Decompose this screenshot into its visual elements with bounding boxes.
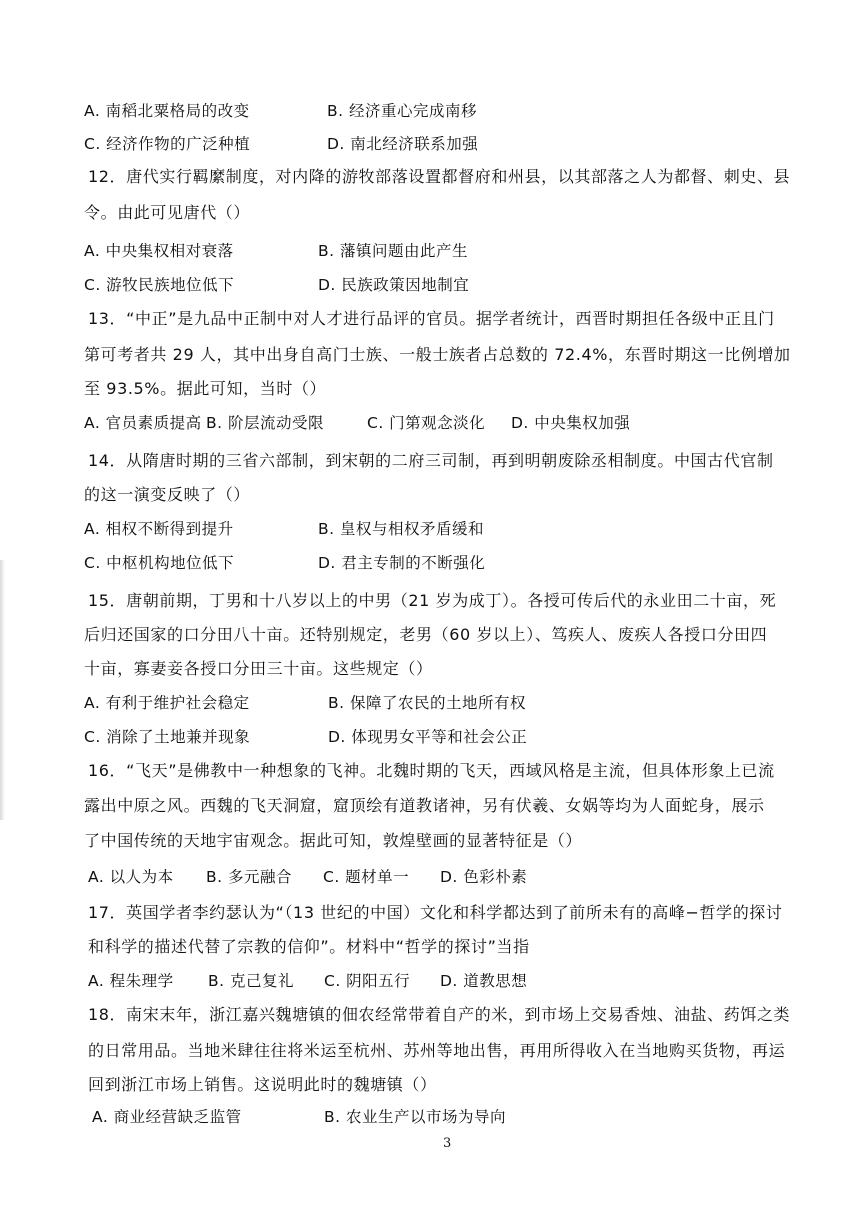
q18-stem-line-3: 回到浙江市场上销售。这说明此时的魏塘镇（）: [88, 1075, 437, 1094]
q16-option-d: D. 色彩朴素: [440, 868, 528, 886]
q18-option-b: B. 农业生产以市场为导向: [324, 1108, 506, 1126]
q15-option-c: C. 消除了土地兼并现象: [84, 728, 251, 746]
q15-option-d: D. 体现男女平等和社会公正: [328, 728, 528, 746]
q14-stem-line-1: 14．从隋唐时期的三省六部制，到宋朝的二府三司制，再到明朝废除丞相制度。中国古代官制: [88, 451, 774, 470]
q14-option-c: C. 中枢机构地位低下: [84, 554, 235, 572]
q15-stem-line-3: 十亩，寡妻妾各授口分田三十亩。这些规定（）: [84, 659, 433, 678]
scan-shadow-edge: [0, 560, 5, 820]
q12-option-c: C. 游牧民族地位低下: [84, 276, 235, 294]
q14-stem-line-2: 的这一演变反映了（）: [84, 485, 251, 504]
q17-stem-line-2: 和科学的描述代替了宗教的信仰”。材料中“哲学的探讨”当指: [88, 937, 530, 956]
q11-option-c: C. 经济作物的广泛种植: [84, 135, 251, 153]
q13-stem-line-2: 第可考者共 29 人，其中出身自高门士族、一般士族者占总数的 72.4%，东晋时期这一比例增加: [84, 345, 791, 364]
q13-option-a: A. 官员素质提高: [84, 414, 202, 432]
q17-option-c: C. 阴阳五行: [324, 972, 411, 990]
q16-option-a: A. 以人为本: [88, 868, 174, 886]
q12-stem-line-2: 令。由此可见唐代（）: [84, 203, 251, 222]
q13-stem-line-1: 13．“中正”是九品中正制中对人才进行品评的官员。据学者统计，西晋时期担任各级中正且门: [88, 309, 775, 328]
q17-stem-line-1: 17．英国学者李约瑟认为“（13 世纪的中国）文化和科学都达到了前所未有的高峰−哲学的探讨: [88, 903, 783, 922]
q14-option-a: A. 相权不断得到提升: [84, 520, 234, 538]
q11-option-b: B. 经济重心完成南移: [327, 102, 477, 120]
q13-option-c: C. 门第观念淡化: [367, 414, 486, 432]
q15-stem-line-2: 后归还国家的口分田八十亩。还特别规定，老男（60 岁以上）、笃疾人、废疾人各授口分田四: [84, 625, 768, 644]
q14-option-d: D. 君主专制的不断强化: [318, 554, 486, 572]
page-number: 3: [443, 1136, 452, 1151]
q12-stem-line-1: 12．唐代实行羁縻制度，对内降的游牧部落设置都督府和州县，以其部落之人为都督、刺史、县: [88, 167, 791, 186]
q12-option-b: B. 藩镇问题由此产生: [318, 242, 468, 260]
q17-option-d: D. 道教思想: [440, 972, 528, 990]
q12-option-d: D. 民族政策因地制宜: [318, 276, 470, 294]
q15-stem-line-1: 15．唐朝前期，丁男和十八岁以上的中男（21 岁为成丁）。各授可传后代的永业田二十亩，死: [88, 591, 777, 610]
q16-option-b: B. 多元融合: [206, 868, 292, 886]
q17-option-b: B. 克己复礼: [208, 972, 294, 990]
q11-option-d: D. 南北经济联系加强: [327, 135, 479, 153]
q18-stem-line-1: 18．南宋末年，浙江嘉兴魏塘镇的佃农经常带着自产的米，到市场上交易香烛、油盐、药饵之类: [88, 1005, 791, 1024]
q11-option-a: A. 南稻北粟格局的改变: [84, 102, 250, 120]
q13-option-b: B. 阶层流动受限: [206, 414, 324, 432]
q13-option-d: D. 中央集权加强: [511, 414, 631, 432]
q15-option-a: A. 有利于维护社会稳定: [84, 694, 250, 712]
q15-option-b: B. 保障了农民的土地所有权: [328, 694, 526, 712]
q12-option-a: A. 中央集权相对衰落: [84, 242, 234, 260]
q18-option-a: A. 商业经营缺乏监管: [92, 1108, 242, 1126]
q18-stem-line-2: 的日常用品。当地米肆往往将米运至杭州、苏州等地出售，再用所得收入在当地购买货物，再运: [88, 1041, 786, 1060]
q14-option-b: B. 皇权与相权矛盾缓和: [318, 520, 484, 538]
q16-option-c: C. 题材单一: [323, 868, 410, 886]
q16-stem-line-2: 露出中原之风。西魏的飞天洞窟，窟顶绘有道教诸神，另有伏羲、女娲等均为人面蛇身，展示: [84, 796, 765, 815]
q17-option-a: A. 程朱理学: [88, 972, 174, 990]
q16-stem-line-1: 16．“飞天”是佛教中一种想象的飞神。北魏时期的飞天，西域风格是主流，但具体形象上已流: [88, 761, 775, 780]
q16-stem-line-3: 了中国传统的天地宇宙观念。据此可知，敦煌壁画的显著特征是（）: [84, 831, 583, 850]
q13-stem-line-3: 至 93.5%。据此可知，当时（）: [84, 379, 327, 398]
